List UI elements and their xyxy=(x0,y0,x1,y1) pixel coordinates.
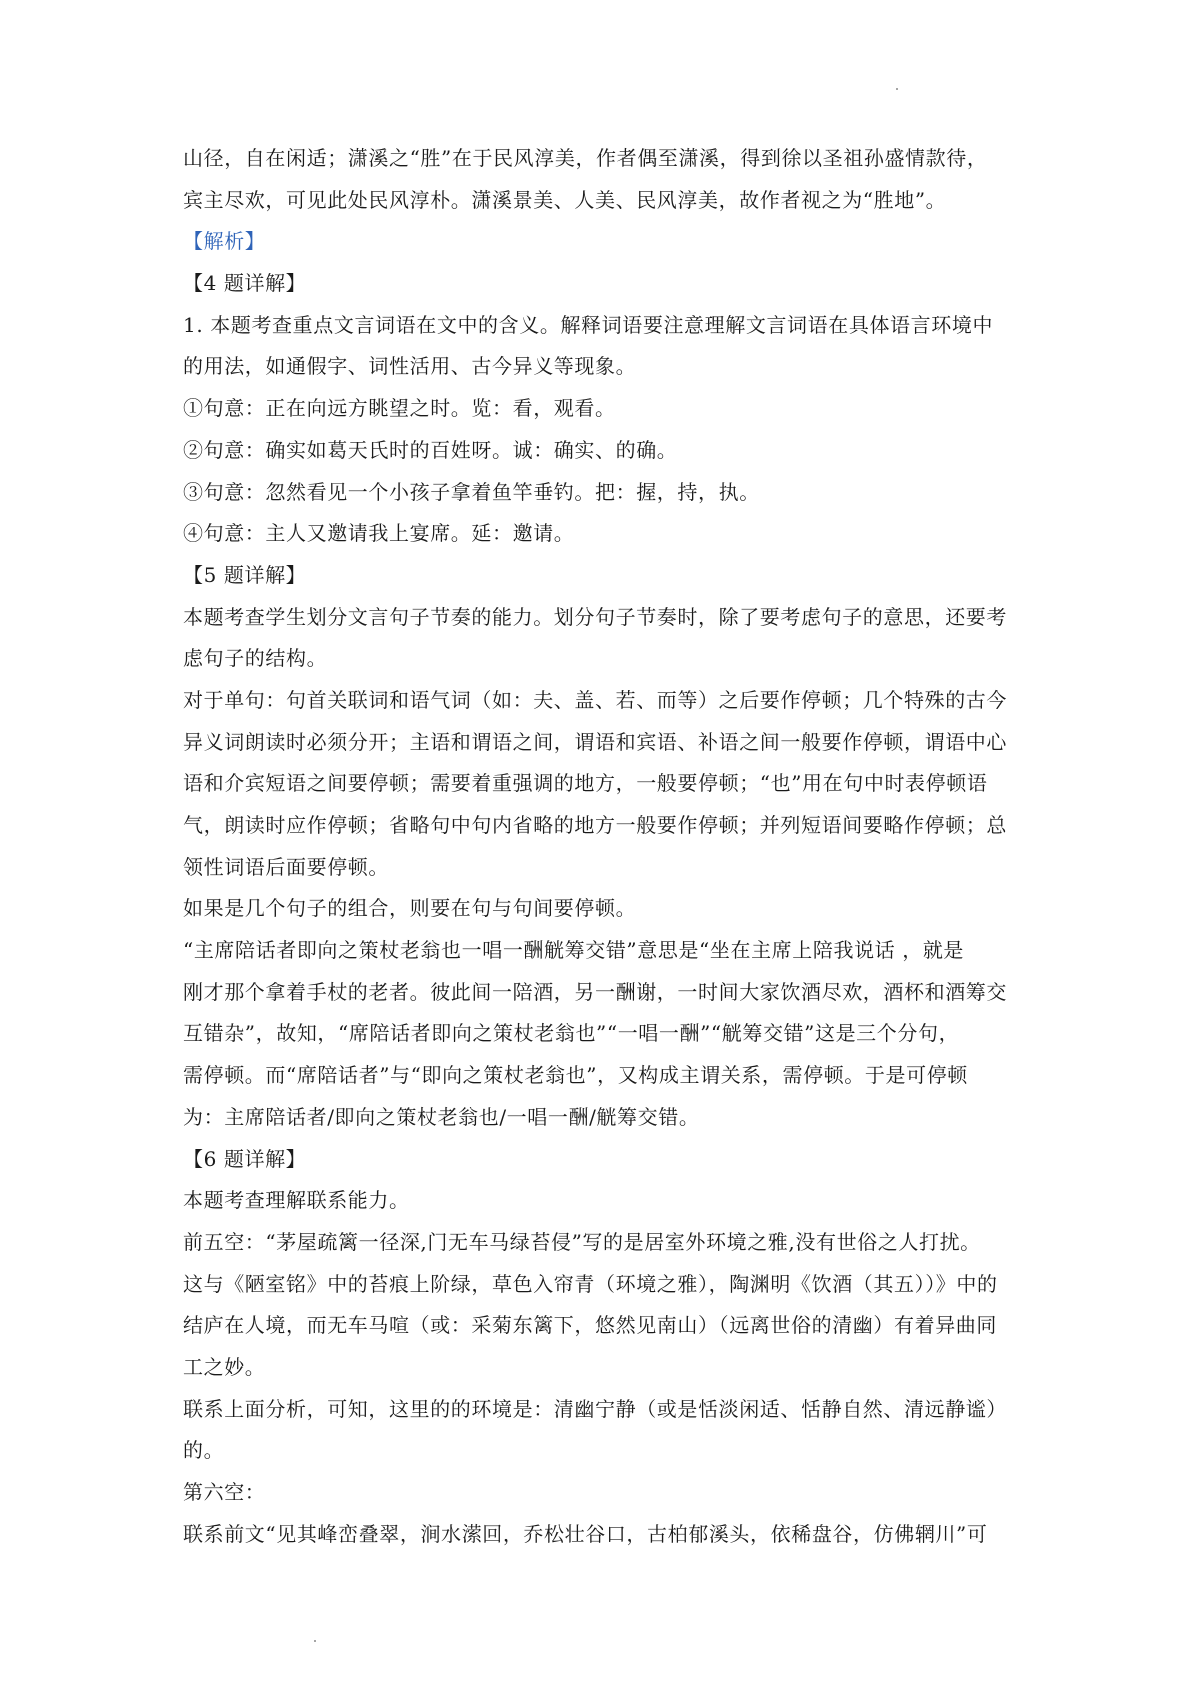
text-line: 山径，自在闲适；潇溪之“胜”在于民风淳美，作者偶至潇溪，得到徐以圣祖孙盛情款待， xyxy=(183,146,988,170)
text-line: “主席陪话者即向之策杖老翁也一唱一酬觥筹交错”意思是“坐在主席上陪我说话 ，就是 xyxy=(183,938,965,963)
text-line: ③句意：忽然看见一个小孩子拿着鱼竿垂钓。把：握，持，执。 xyxy=(183,479,760,504)
text-line: 的。 xyxy=(183,1438,225,1463)
text-line: 气，朗读时应作停顿；省略句中句内省略的地方一般要作停顿；并列短语间要略作停顿；总 xyxy=(183,813,1007,837)
text-line: 虑句子的结构。 xyxy=(183,646,328,671)
text-line: 这与《陋室铭》中的苔痕上阶绿，草色入帘青（环境之雅），陶渊明《饮酒（其五））》中的 xyxy=(183,1271,998,1296)
scan-mark-bottom xyxy=(314,1640,316,1642)
text-line: 1. 本题考查重点文言词语在文中的含义。解释词语要注意理解文言词语在具体语言环境中 xyxy=(183,312,994,337)
text-line: 本题考查理解联系能力。 xyxy=(183,1188,410,1213)
text-line: 语和介宾短语之间要停顿；需要着重强调的地方，一般要停顿；“也”用在句中时表停顿语 xyxy=(183,771,988,796)
text-line: 前五空：“茅屋疏篱一径深,门无车马绿苔侵”写的是居室外环境之雅,没有世俗之人打扰。 xyxy=(183,1229,981,1254)
document-body xyxy=(183,138,1025,1555)
text-line: 联系上面分析，可知，这里的的环境是：清幽宁静（或是恬淡闲适、恬静自然、清远静谧） xyxy=(183,1396,1007,1421)
scan-mark-top xyxy=(896,88,898,90)
text-line: 宾主尽欢，可见此处民风淳朴。潇溪景美、人美、民风淳美，故作者视之为“胜地”。 xyxy=(183,187,947,212)
text-line: 异义词朗读时必须分开；主语和谓语之间，谓语和宾语、补语之间一般要作停顿，谓语中心 xyxy=(183,729,1007,754)
section-heading: 【4 题详解】 xyxy=(183,271,307,296)
text-line: ②句意：确实如葛天氏时的百姓呀。诚：确实、的确。 xyxy=(183,437,678,462)
section-heading: 【6 题详解】 xyxy=(183,1146,307,1171)
text-line: 领性词语后面要停顿。 xyxy=(183,854,389,879)
text-line: 为：主席陪话者/即向之策杖老翁也/一唱一酬/觥筹交错。 xyxy=(183,1104,700,1129)
text-line: 联系前文“见其峰峦叠翠，涧水潆回，乔松壮谷口，古柏郁溪头，依稀盘谷，仿佛辋川”可 xyxy=(183,1521,988,1546)
text-line: ①句意：正在向远方眺望之时。览：看，观看。 xyxy=(183,396,616,421)
analysis-heading: 【解析】 xyxy=(183,229,266,254)
text-line: 工之妙。 xyxy=(183,1354,266,1379)
text-line: 如果是几个句子的组合，则要在句与句间要停顿。 xyxy=(183,896,637,921)
section-heading: 【5 题详解】 xyxy=(183,562,307,587)
text-line: 对于单句：句首关联词和语气词（如：夫、盖、若、而等）之后要作停顿；几个特殊的古今 xyxy=(183,687,1007,712)
text-line: 第六空： xyxy=(183,1480,266,1504)
text-line: ④句意：主人又邀请我上宴席。延：邀请。 xyxy=(183,521,575,546)
text-line: 的用法，如通假字、词性活用、古今异义等现象。 xyxy=(183,354,637,379)
text-line: 本题考查学生划分文言句子节奏的能力。划分句子节奏时，除了要考虑句子的意思，还要考 xyxy=(183,604,1007,629)
text-line: 刚才那个拿着手杖的老者。彼此间一陪酒，另一酬谢，一时间大家饮酒尽欢，酒杯和酒筹交 xyxy=(183,979,1007,1004)
text-line: 需停顿。而“席陪话者”与“即向之策杖老翁也”，又构成主谓关系，需停顿。于是可停顿 xyxy=(183,1063,968,1088)
text-line: 互错杂”，故知，“席陪话者即向之策杖老翁也”“一唱一酬”“觥筹交错”这是三个分句， xyxy=(183,1021,960,1046)
text-line: 结庐在人境，而无车马喧（或：采菊东篱下，悠然见南山）（远离世俗的清幽）有着异曲同 xyxy=(183,1313,997,1338)
